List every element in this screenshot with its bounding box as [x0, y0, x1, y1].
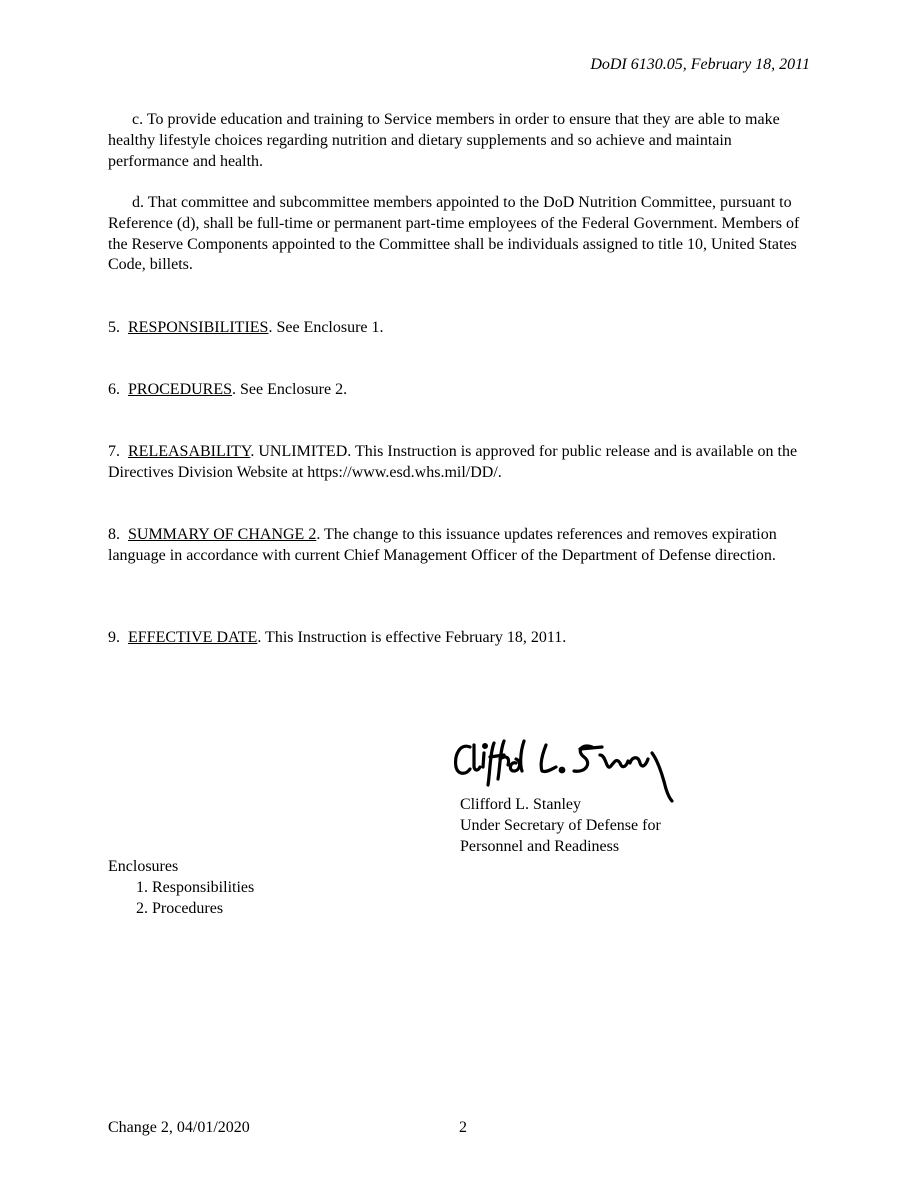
section-heading: PROCEDURES: [128, 381, 233, 398]
section-releasability: [108, 442, 813, 484]
section-number: 8.: [108, 526, 120, 543]
signer-title-line1: Under Secretary of Defense for: [460, 816, 661, 834]
signer-name: Clifford L. Stanley: [460, 796, 582, 813]
page-number: 2: [459, 1119, 467, 1136]
section-heading: EFFECTIVE DATE: [128, 629, 258, 646]
section-number: 7.: [108, 443, 120, 460]
section-text: . The change to this issuance updates references and removes expiration language in accordance with current Chief Management Officer of the Department of Defense direction.: [108, 526, 777, 564]
section-responsibilities: [108, 318, 813, 339]
section-text: . See Enclosure 2.: [232, 381, 348, 398]
section-text: . See Enclosure 1.: [268, 319, 384, 336]
paragraph-d: [108, 193, 813, 276]
paragraph-c-text: c. To provide education and training to Service members in order to ensure that they are able to make healthy lifestyle choices regarding nutrition and dietary supplements and so achieve and maintain performance and health.: [108, 111, 780, 170]
document-header: DoDI 6130.05, February 18, 2011: [590, 56, 810, 73]
section-heading: SUMMARY OF CHANGE 2: [128, 526, 317, 543]
section-summary-of-change: [108, 525, 813, 567]
enclosures-label: Enclosures: [108, 858, 179, 875]
section-effective-date: [108, 628, 813, 649]
signer-title-line2: Personnel and Readiness: [460, 837, 620, 855]
footer-change: Change 2, 04/01/2020: [108, 1119, 250, 1136]
section-number: 5.: [108, 319, 120, 336]
section-text: . UNLIMITED. This Instruction is approved for public release and is available on the Directives Division Website at https://www.esd.whs.mil/DD/.: [108, 443, 798, 481]
section-heading: RESPONSIBILITIES: [128, 319, 269, 336]
enclosure-item: 2. Procedures: [136, 899, 224, 917]
section-procedures: [108, 380, 813, 401]
enclosures-list: [108, 857, 254, 919]
signature-block: [460, 795, 661, 857]
section-number: 9.: [108, 629, 120, 646]
paragraph-d-text: d. That committee and subcommittee members appointed to the DoD Nutrition Committee, pursuant to Reference (d), shall be full-time or permanent part-time employees of the Federal Government. Members of the Reserve Components appointed to the Committee shall be individuals assigned to title 10, United States Code, billets.: [108, 194, 800, 274]
section-text: . This Instruction is effective February 18, 2011.: [257, 629, 567, 646]
paragraph-c: [108, 110, 813, 172]
section-number: 6.: [108, 381, 120, 398]
section-heading: RELEASABILITY: [128, 443, 251, 460]
enclosure-item: 1. Responsibilities: [136, 878, 255, 896]
